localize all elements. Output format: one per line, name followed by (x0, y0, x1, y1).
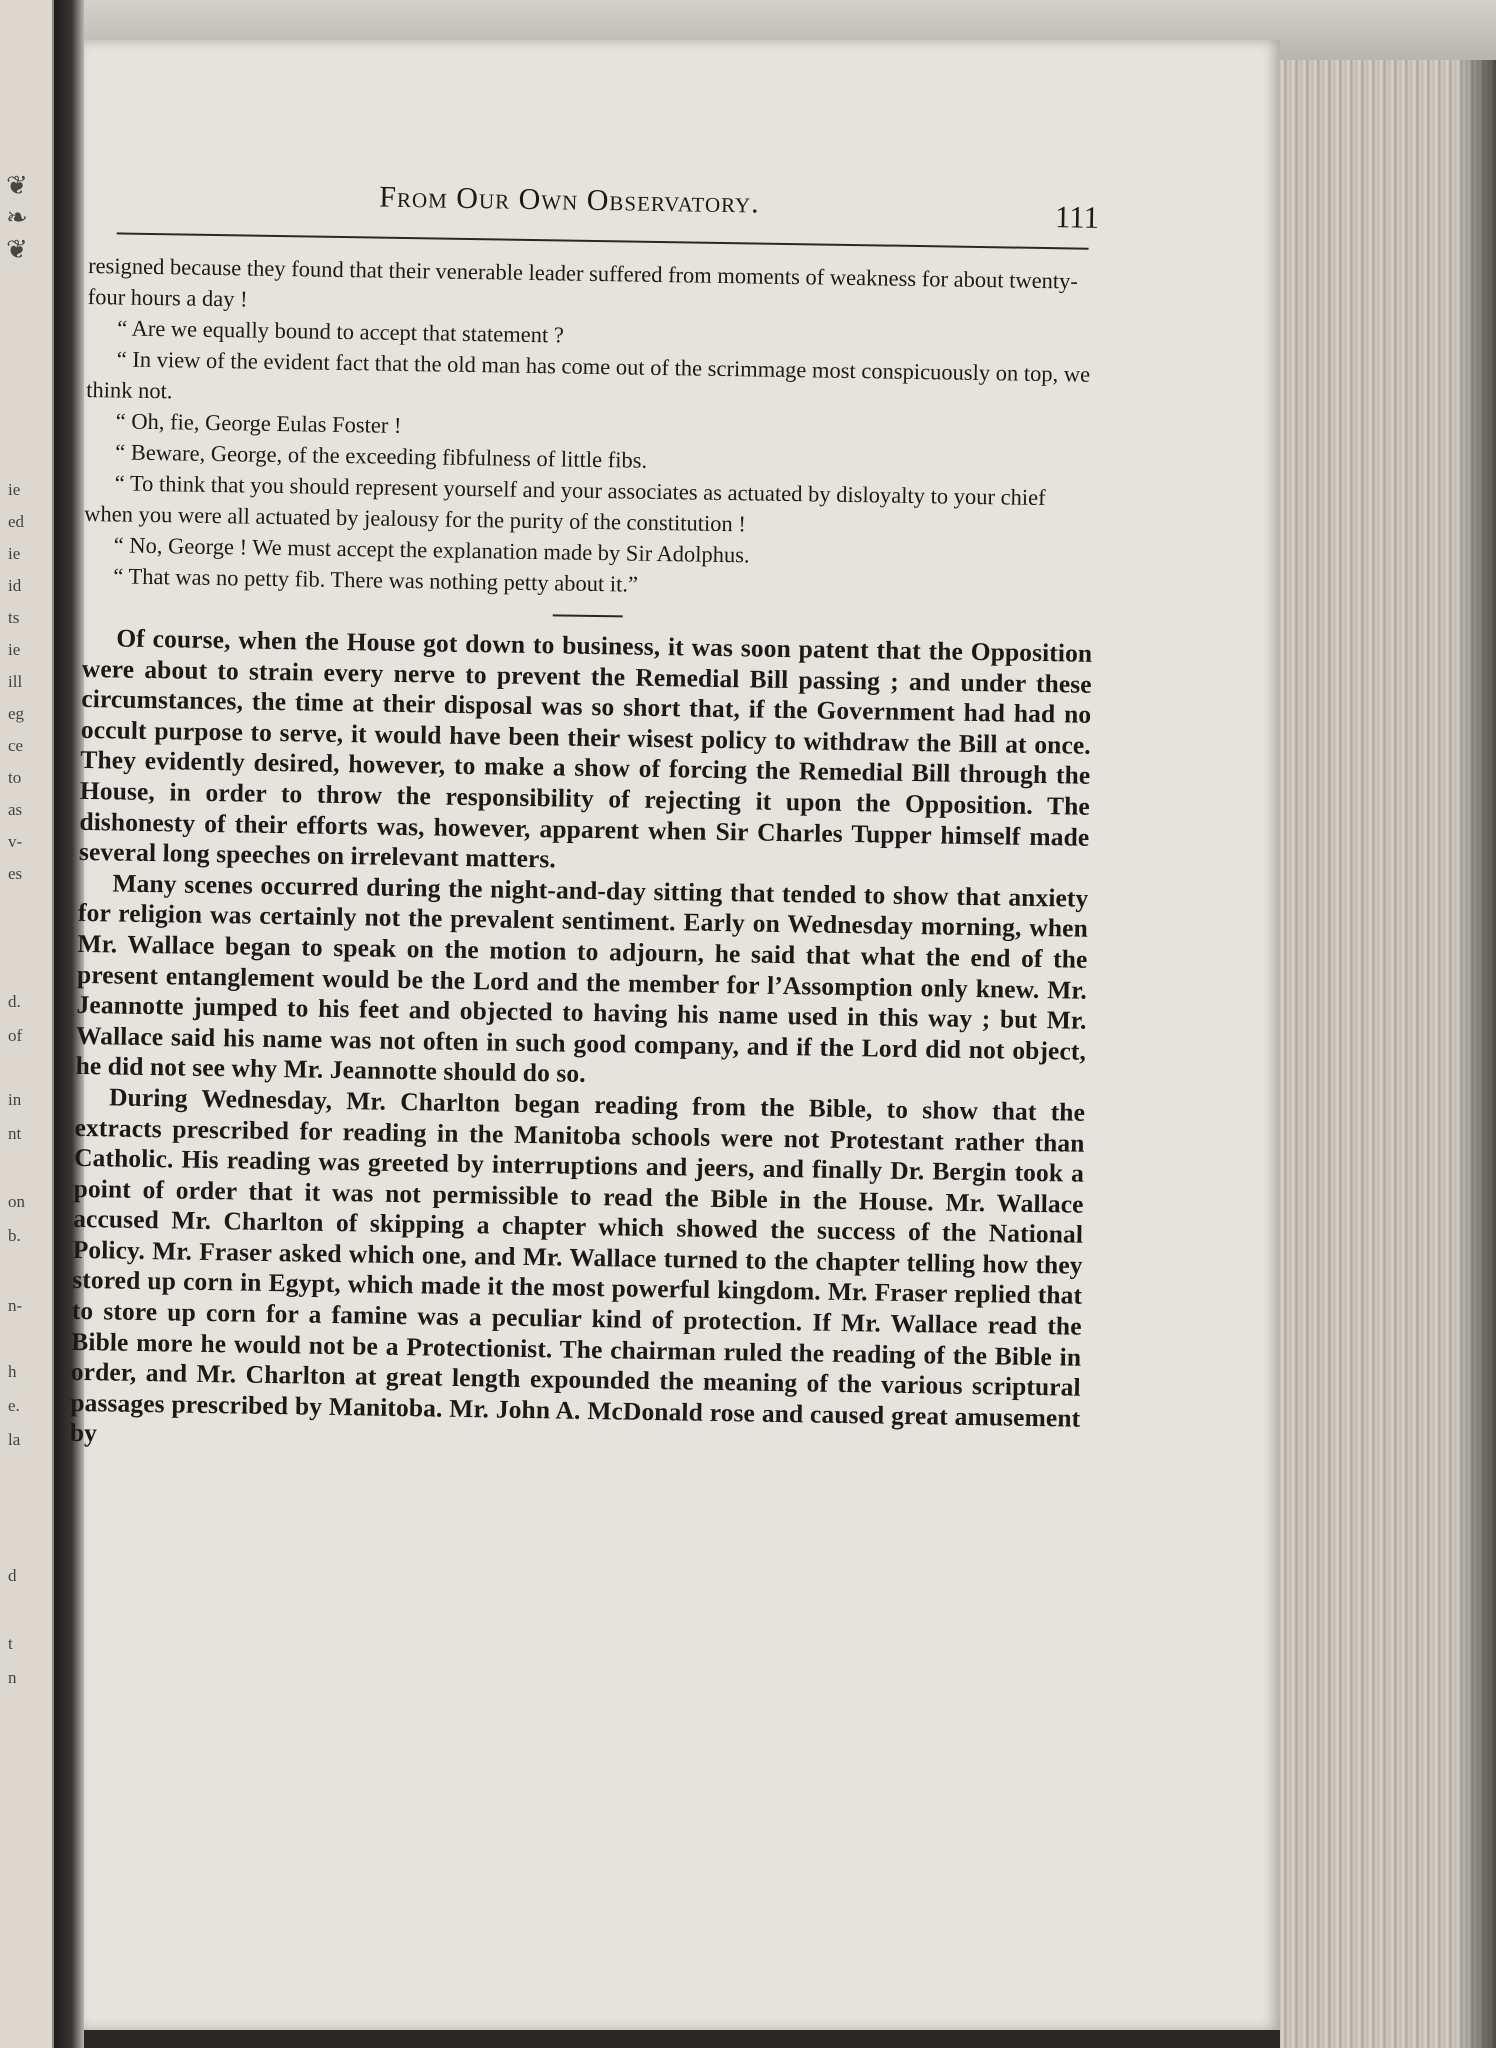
ornament-icon: ❦ ❧ ❦ (6, 171, 28, 264)
paragraph: “ Oh, fie, George Eulas Foster ! (115, 408, 402, 438)
margin-fragment: es (8, 864, 23, 883)
paragraph: resigned because they found that their venerable leader suffered from moments of weakness for about twenty-four hours a day ! (87, 252, 1079, 312)
edge-shadow (1456, 60, 1496, 2048)
page-block-edge (1280, 60, 1496, 2048)
page-number: 111 (1054, 199, 1100, 235)
margin-fragment: h (8, 1362, 17, 1381)
paragraph: “ In view of the evident fact that the old man has come out of the scrimmage most conspicuously on top, we think not. (86, 346, 1091, 404)
margin-fragment: la (8, 1430, 21, 1449)
margin-fragment: of (8, 1026, 23, 1045)
margin-fragment: to (8, 768, 22, 787)
margin-fragment: d. (8, 992, 21, 1011)
margin-fragment: ie (8, 544, 21, 563)
margin-fragment: ie (8, 480, 21, 499)
margin-fragment: eg (8, 704, 25, 723)
paragraph: Many scenes occurred during the night-and-day sitting that tended to show that anxiety for religion was certainly not the prevalent sentiment. Early on Wednesday morning, when Mr. Wallace began to speak on the motion to adjourn, he said that what the end of the present entanglement would be the Lord and the member for l’Assomption only knew. Mr. Jeannotte jumped to his feet and objected to having his name used in this way ; but Mr. Wallace said his name was not often in such good company, and if the Lord did not object, he did not see why Mr. Jeannotte should do so. (75, 868, 1089, 1089)
margin-fragment: v- (8, 832, 23, 851)
margin-fragment: as (8, 800, 23, 819)
paragraph: “ No, George ! We must accept the explanation made by Sir Adolphus. (113, 532, 750, 568)
quoted-passage (83, 250, 1098, 607)
paragraph: “ To think that you should represent yourself and your associates as actuated by disloyalty to your chief when you were all actuated by jealousy for the purity of the constitution ! (84, 470, 1046, 537)
paragraph: During Wednesday, Mr. Charlton began reading from the Bible, to show that the extracts prescribed for reading in the Manitoba schools were not Protestant rather than Catholic. His reading was greeted by interruptions and jeers, and finally Dr. Bergin took a point of order that it was not permissible to read the Bible in the House. Mr. Wallace accused Mr. Charlton of skipping a chapter which showed the success of the National Policy. Mr. Fraser asked which one, and Mr. Wallace turned to the chapter telling how they stored up corn in Egypt, which made it the most powerful kingdom. Mr. Fraser replied that to store up corn for a famine was a peculiar kind of protection. If Mr. Wallace read the Bible more he would not be a Protectionist. The chairman ruled the reading of the Bible in order, and Mr. Charlton at great length expounded the meaning of the various scriptural passages prescribed by Manitoba. Mr. John A. McDonald rose and caused great amusement by (69, 1082, 1086, 1448)
margin-fragment: nt (8, 1124, 22, 1143)
margin-fragment: ed (8, 512, 25, 531)
running-head: From Our Own Observatory. (379, 180, 760, 220)
text-column (70, 150, 1100, 1465)
paragraph: “ Are we equally bound to accept that statement ? (117, 315, 565, 348)
margin-fragment: in (8, 1090, 22, 1109)
margin-fragment: n (8, 1668, 17, 1687)
margin-fragment: n- (8, 1296, 23, 1315)
paragraph: Of course, when the House got down to business, it was soon patent that the Opposition were about to strain every nerve to prevent the Remedial Bill passing ; and under these circumstances, the time at their disposal was so short that, if the Government had had no occult purpose to serve, it would have been their wisest policy to withdraw the Bill at once. They evidently desired, however, to make a show of forcing the Remedial Bill through the House, in order to throw the responsibility of rejecting it upon the Opposition. The dishonesty of their efforts was, however, apparent when Sir Charles Tupper himself made several long speeches on irrelevant matters. (78, 623, 1093, 874)
margin-fragment: ill (8, 672, 23, 691)
margin-fragment: ts (8, 608, 20, 627)
margin-fragment: e. (8, 1396, 20, 1415)
margin-fragment: b. (8, 1226, 21, 1245)
margin-fragment: id (8, 576, 22, 595)
paragraph: “ Beware, George, of the exceeding fibfulness of little fibs. (115, 439, 648, 473)
facing-page-edge (0, 0, 54, 2048)
margin-fragment: ce (8, 736, 24, 755)
header-rule (117, 232, 1089, 249)
margin-fragment: d (8, 1566, 17, 1585)
margin-fragment: on (8, 1192, 25, 1211)
paragraph: “ That was no petty fib. There was nothing petty about it.” (113, 563, 639, 597)
section-divider (553, 614, 623, 617)
margin-fragment: ie (8, 640, 21, 659)
main-passage (70, 623, 1093, 1465)
margin-fragment: t (8, 1634, 13, 1653)
